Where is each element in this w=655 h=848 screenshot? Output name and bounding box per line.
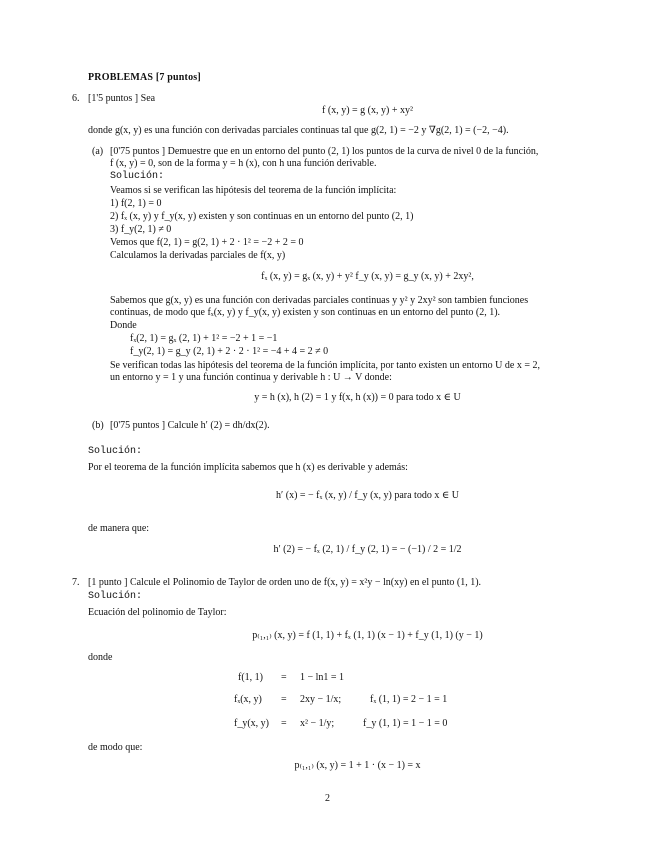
taylor-formula: p₍₁,₁₎ (x, y) = f (1, 1) + fₓ (1, 1) (x − 1) + f_y (1, 1) (y − 1) <box>252 630 483 641</box>
part-b-formula-2: h′ (2) = − fₓ (2, 1) / f_y (2, 1) = − (−1) / 2 = 1/2 <box>273 544 462 555</box>
part-b-line-1: Por el teorema de la función implícita sabemos que h (x) es derivable y además: <box>88 462 408 473</box>
eq1-rhs: 1 − ln1 = 1 <box>300 672 345 683</box>
eq2-equals: = <box>281 694 287 705</box>
part-a-label: (a) <box>92 146 104 157</box>
problem-6-function-def: f (x, y) = g (x, y) + xy² <box>322 105 413 116</box>
eval-fy: f_y(2, 1) = g_y (2, 1) + 2 · 2 · 1² = −4 + 4 = 2 ≠ 0 <box>130 346 329 357</box>
problem-6-condition: donde g(x, y) es una función con derivadas parciales continuas tal que g(2, 1) = −2 y ∇g(2, 1) = (−2, −4). <box>88 125 509 136</box>
part-b-solution-label: Solución: <box>88 446 143 457</box>
part-a-solution-label: Solución: <box>110 171 165 182</box>
problem-6-number: 6. <box>72 93 80 104</box>
eq1-equals: = <box>281 672 287 683</box>
eq3-value: f_y (1, 1) = 1 − 1 = 0 <box>363 718 448 729</box>
part-b-label: (b) <box>92 420 104 431</box>
final-formula: p₍₁,₁₎ (x, y) = 1 + 1 · (x − 1) = x <box>294 760 421 771</box>
problem-7-solution-label: Solución: <box>88 591 143 602</box>
part-a-statement-2: f (x, y) = 0, son de la forma y = h (x), con h una función derivable. <box>110 158 377 169</box>
partials-formula: fₓ (x, y) = gₓ (x, y) + y² f_y (x, y) = g_y (x, y) + 2xy², <box>261 271 474 282</box>
problem-7-statement: [1 punto ] Calcule el Polinomio de Taylor de orden uno de f(x, y) = x²y − ln(xy) en el punto (1, 1). <box>88 577 482 588</box>
part-b-line-2: de manera que: <box>88 523 150 534</box>
eq1-lhs: f(1, 1) <box>238 672 263 683</box>
part-a-statement-1: [0'75 puntos ] Demuestre que en un entorno del punto (2, 1) los puntos de la curva de nivel 0 de la función, <box>110 146 539 157</box>
part-a-line: 2) fₓ (x, y) y f_y(x, y) existen y son continuas en un entorno del punto (2, 1) <box>110 211 414 222</box>
conclusion-line-2: un entorno y = 1 y una función continua y derivable h : U → V donde: <box>110 372 392 383</box>
eq2-value: fₓ (1, 1) = 2 − 1 = 1 <box>370 694 448 705</box>
part-a-line: Veamos si se verifican las hipótesis del teorema de la función implícita: <box>110 185 397 196</box>
conclusion-formula: y = h (x), h (2) = 1 y f(x, h (x)) = 0 para todo x ∈ U <box>254 392 461 403</box>
problem-7-line-2: de modo que: <box>88 742 143 753</box>
eq3-rhs: x² − 1/y; <box>300 718 335 729</box>
part-b-statement: [0'75 puntos ] Calcule h′ (2) = dh/dx(2). <box>110 420 270 431</box>
eq2-rhs: 2xy − 1/x; <box>300 694 342 705</box>
problem-7-donde: donde <box>88 652 113 663</box>
part-b-formula-1: h′ (x) = − fₓ (x, y) / f_y (x, y) para todo x ∈ U <box>276 490 459 501</box>
part-a-line: 3) f_y(2, 1) ≠ 0 <box>110 224 172 235</box>
conclusion-line-1: Se verifican todas las hipótesis del teorema de la función implícita, por tanto existen un entorno U de x = 2, <box>110 360 540 371</box>
continuity-line-2: continuas, de modo que fₓ(x, y) y f_y(x, y) existen y son continuas en un entorno del punto (2, 1). <box>110 307 501 318</box>
page-number: 2 <box>325 793 330 804</box>
problem-7-number: 7. <box>72 577 80 588</box>
continuity-line-1: Sabemos que g(x, y) es una función con derivadas parciales continuas y y² y 2xy² son tambien funciones <box>110 295 529 306</box>
section-title: PROBLEMAS [7 puntos] <box>88 72 201 83</box>
problem-6-intro: [1'5 puntos ] Sea <box>88 93 156 104</box>
problem-7-line-1: Ecuación del polinomio de Taylor: <box>88 607 227 618</box>
eq3-lhs: f_y(x, y) <box>234 718 269 729</box>
donde-label: Donde <box>110 320 137 331</box>
eq2-lhs: fₓ(x, y) <box>234 694 262 705</box>
part-a-line: Vemos que f(2, 1) = g(2, 1) + 2 · 1² = −2 + 2 = 0 <box>110 237 304 248</box>
part-a-line: Calculamos la derivadas parciales de f(x, y) <box>110 250 286 261</box>
part-a-line: 1) f(2, 1) = 0 <box>110 198 162 209</box>
eval-fx: fₓ(2, 1) = gₓ (2, 1) + 1² = −2 + 1 = −1 <box>130 333 278 344</box>
eq3-equals: = <box>281 718 287 729</box>
